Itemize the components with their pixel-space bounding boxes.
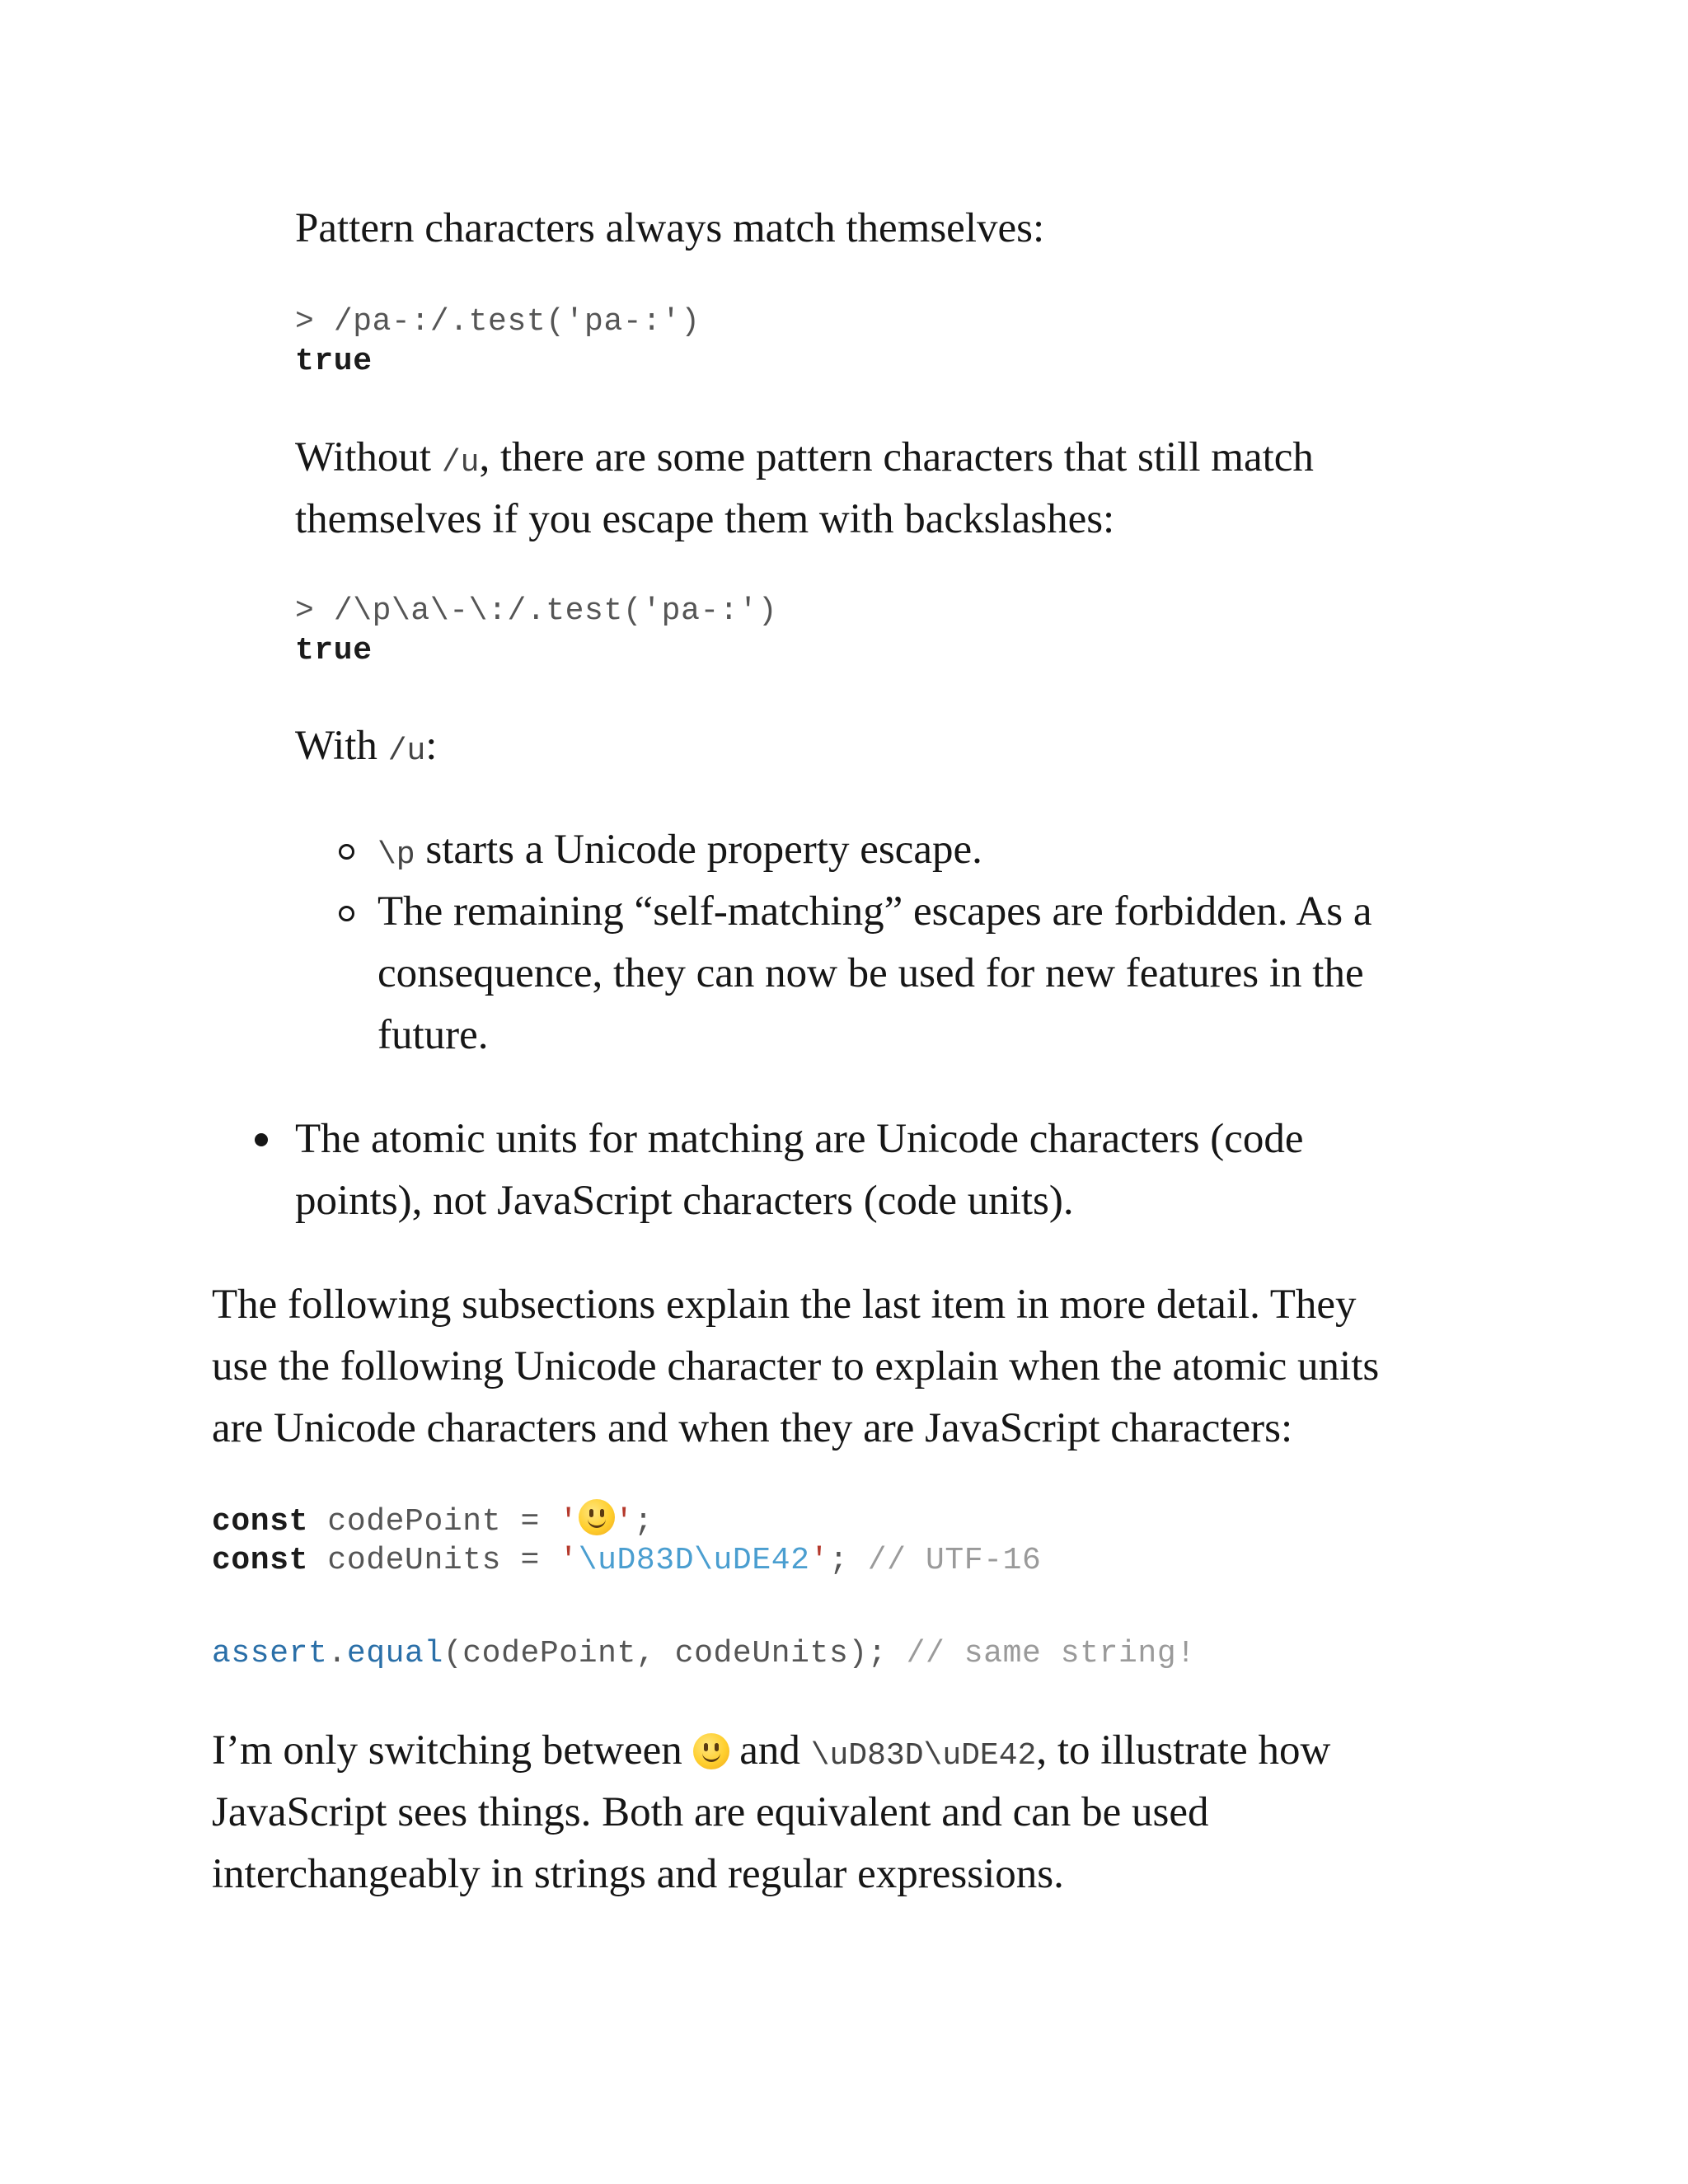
closing-line3: interchangeably in strings and regular expressions.	[212, 1851, 1064, 1897]
intro-paragraph	[295, 198, 1044, 260]
code-comment: // same string!	[906, 1636, 1196, 1671]
main-bullet-line2: points), not JavaScript characters (code units).	[295, 1178, 1074, 1224]
code-escape-sequence: \uD83D\uDE42	[578, 1543, 810, 1578]
main-bullet-line1: The atomic units for matching are Unicode characters (code	[295, 1116, 1304, 1162]
code-object: assert	[212, 1636, 328, 1671]
subsections-line1: The following subsections explain the last item in more detail. They	[212, 1282, 1357, 1328]
code-keyword: const	[212, 1504, 309, 1540]
without-u-line2: themselves if you escape them with backslashes:	[295, 496, 1115, 542]
code-args: (codePoint, codeUnits);	[443, 1636, 907, 1671]
with-u-code: /u	[387, 733, 426, 769]
example2-code: /\p\a\-\:/.test('pa-:')	[333, 593, 778, 629]
slightly-smiling-face-icon	[693, 1733, 729, 1769]
code-dot: .	[327, 1636, 347, 1671]
example2-input-line	[295, 591, 777, 632]
without-u-text: Without	[295, 434, 442, 480]
subsections-line2: use the following Unicode character to explain when the atomic units	[212, 1343, 1380, 1390]
sub-bullet-1-code: \p	[377, 837, 415, 873]
closing-text-and: and	[729, 1727, 811, 1774]
intro-text: Pattern characters always match themselves:	[295, 205, 1045, 251]
with-u-text: With	[295, 723, 388, 769]
code-comment: // UTF-16	[867, 1543, 1042, 1578]
subsections-line3: are Unicode characters and when they are JavaScript characters:	[212, 1405, 1293, 1451]
hollow-bullet-icon	[339, 906, 354, 921]
with-u-colon: :	[425, 723, 438, 769]
sub-bullet-2-line2: consequence, they can now be used for new features in the	[377, 950, 1364, 996]
without-u-rest: , there are some pattern characters that still match	[479, 434, 1314, 480]
code-line-2	[212, 1540, 1041, 1582]
code-line-3	[212, 1633, 1196, 1675]
example2-result: true	[295, 633, 373, 668]
code-string-open: '	[559, 1543, 579, 1578]
with-u-heading	[295, 715, 437, 782]
code-function: equal	[346, 1636, 443, 1671]
example1-code: /pa-:/.test('pa-:')	[333, 304, 701, 340]
code-semicolon: ;	[634, 1504, 654, 1540]
closing-line1	[212, 1720, 1330, 1787]
without-u-line1	[295, 427, 1314, 494]
sub-bullet-1-text: starts a Unicode property escape.	[415, 827, 982, 873]
code-semicolon: ;	[828, 1543, 868, 1578]
example1-result: true	[295, 344, 373, 379]
code-string-open: '	[559, 1504, 579, 1540]
code-identifier: codeUnits =	[308, 1543, 560, 1578]
sub-bullet-2-line1: The remaining “self-matching” escapes are forbidden. As a	[377, 888, 1372, 935]
example2-prompt: >	[295, 593, 334, 629]
example1-prompt: >	[295, 304, 334, 340]
code-identifier: codePoint =	[308, 1504, 560, 1540]
code-keyword: const	[212, 1543, 309, 1578]
sub-bullet-2-line3: future.	[377, 1012, 489, 1058]
filled-bullet-icon	[255, 1133, 268, 1146]
closing-text-end: , to illustrate how	[1036, 1727, 1331, 1774]
without-u-code: /u	[441, 445, 480, 480]
slightly-smiling-face-icon	[579, 1499, 615, 1535]
example1-input-line	[295, 302, 700, 343]
closing-line2: JavaScript sees things. Both are equivalent and can be used	[212, 1789, 1209, 1835]
code-line-1	[212, 1499, 654, 1543]
code-string-close: '	[809, 1543, 829, 1578]
hollow-bullet-icon	[339, 844, 354, 860]
closing-inline-code: \uD83D\uDE42	[810, 1738, 1037, 1774]
code-string-close: '	[614, 1504, 635, 1540]
sub-bullet-1	[377, 819, 982, 886]
closing-text-start: I’m only switching between	[212, 1727, 693, 1774]
